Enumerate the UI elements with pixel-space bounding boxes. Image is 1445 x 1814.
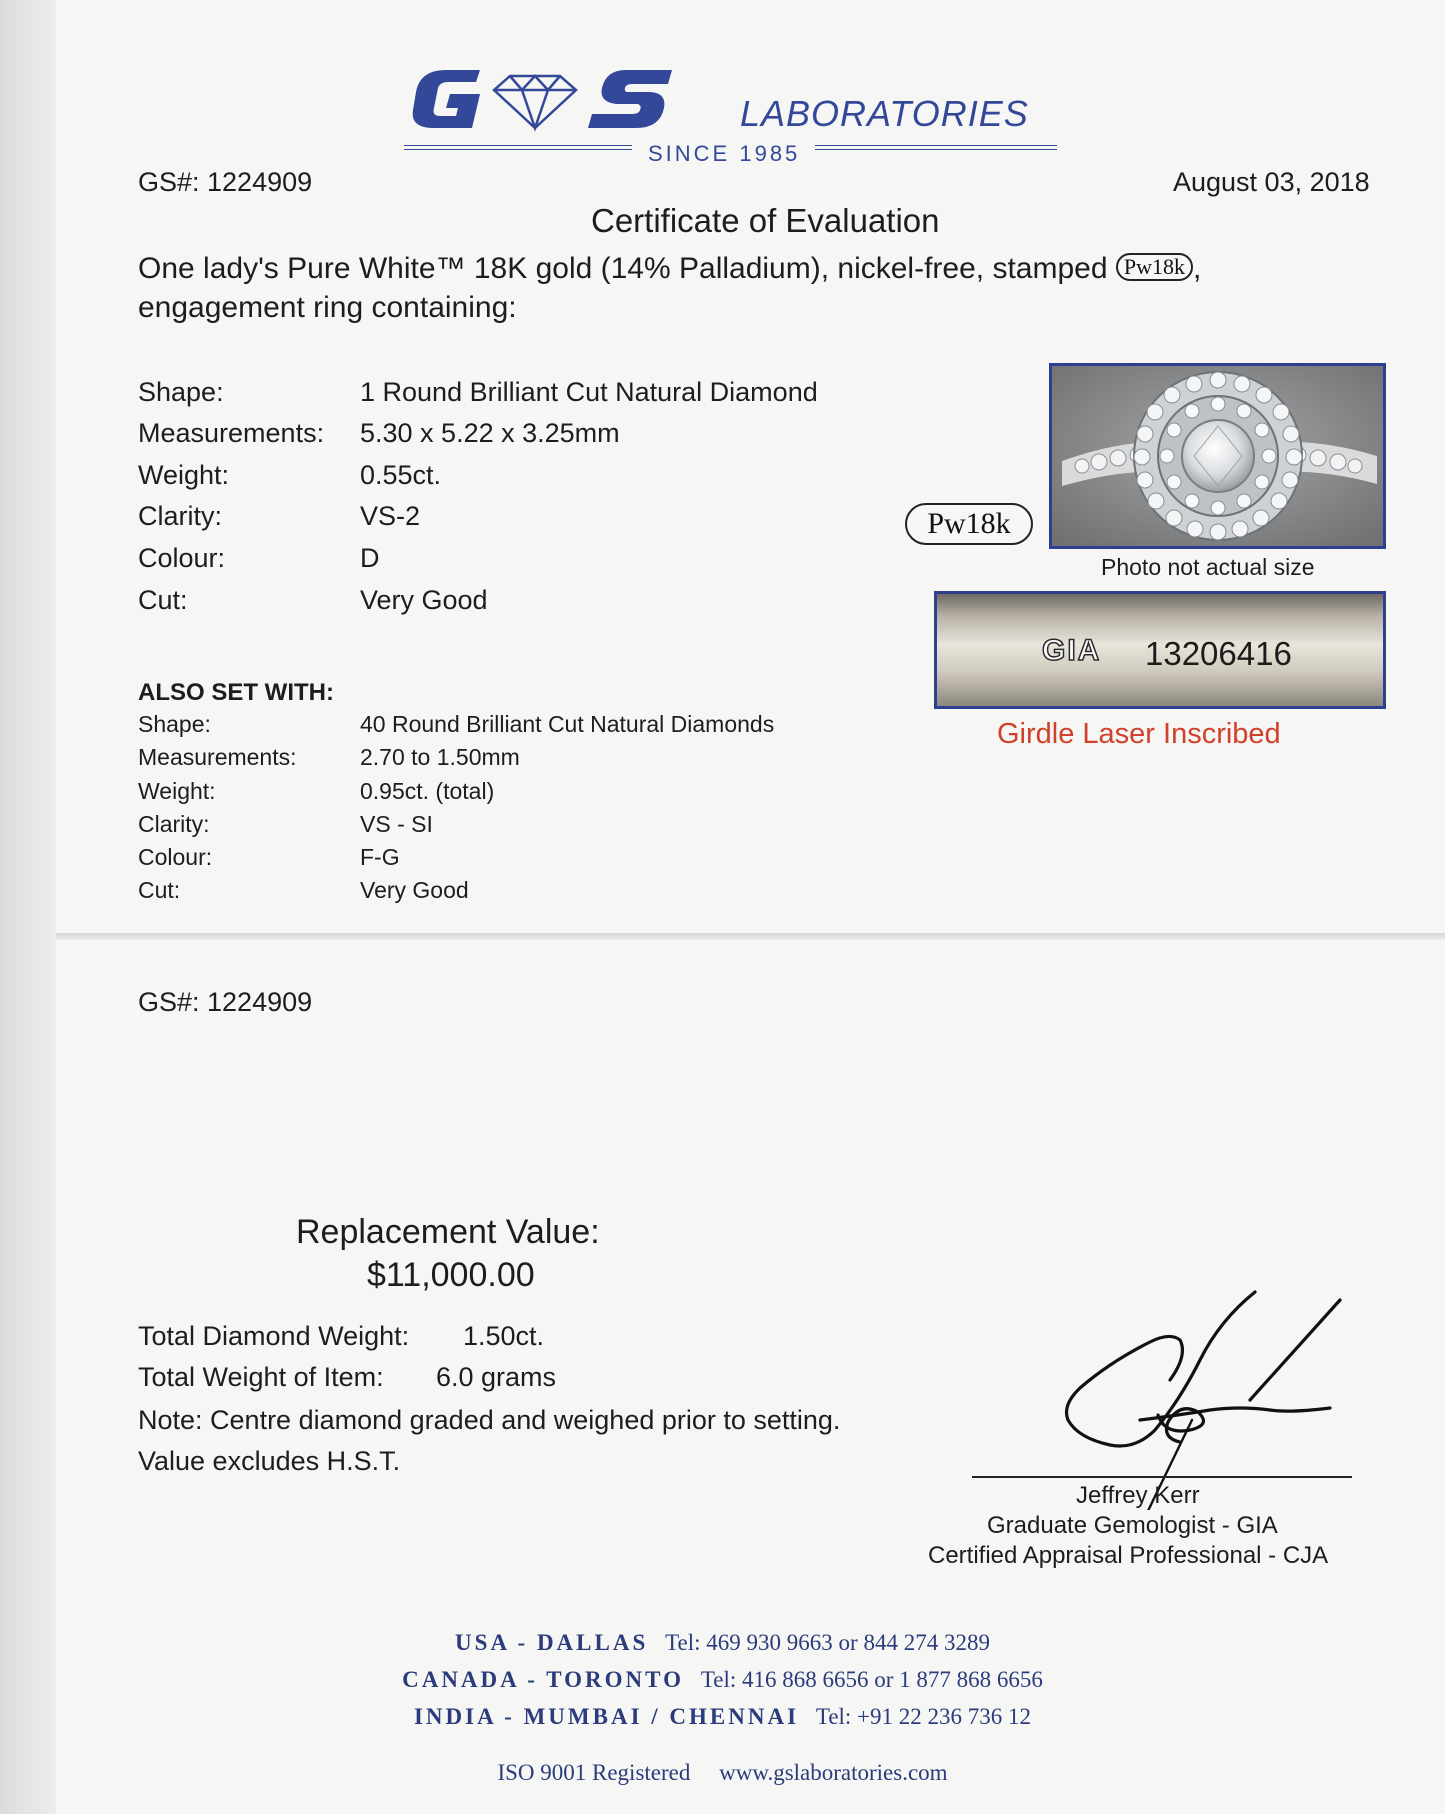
page-edge bbox=[0, 0, 56, 1814]
signatory-title-1: Graduate Gemologist - GIA bbox=[987, 1512, 1278, 1539]
spec-label: Measurements: bbox=[138, 418, 325, 448]
tax-note: Value excludes H.S.T. bbox=[138, 1446, 401, 1476]
also-set-heading: ALSO SET WITH: bbox=[138, 679, 334, 706]
spec-label: Measurements: bbox=[138, 744, 297, 770]
signature-line bbox=[972, 1476, 1352, 1478]
replacement-value: $11,000.00 bbox=[367, 1256, 535, 1294]
spec-label: Shape: bbox=[138, 711, 211, 737]
website-link[interactable]: www.gslaboratories.com bbox=[719, 1760, 948, 1785]
spec-value: 0.95ct. (total) bbox=[360, 778, 495, 804]
spec-value: 5.30 x 5.22 x 3.25mm bbox=[360, 418, 620, 448]
footer-iso-web bbox=[0, 1760, 1445, 1786]
spec-label: Colour: bbox=[138, 844, 213, 870]
since-year: SINCE 1985 bbox=[648, 141, 801, 166]
description-text: One lady's Pure White™ 18K gold (14% Palladium), nickel-free, stamped bbox=[138, 252, 1108, 285]
spec-label: Clarity: bbox=[138, 501, 223, 531]
contact-phone: Tel: 469 930 9663 or 844 274 3289 bbox=[665, 1630, 990, 1655]
signatory-name: Jeffrey Kerr bbox=[1076, 1482, 1200, 1509]
total-weight-label: Total Weight of Item: bbox=[138, 1362, 384, 1392]
spec-label: Weight: bbox=[138, 460, 230, 490]
gia-number: 13206416 bbox=[1145, 635, 1292, 672]
total-diamond-weight-label: Total Diamond Weight: bbox=[138, 1321, 410, 1351]
spec-value: F-G bbox=[360, 844, 400, 870]
gs-logo bbox=[410, 62, 740, 134]
inline-stamp: Pw18k bbox=[1116, 253, 1193, 281]
logo-rule-left bbox=[404, 145, 632, 150]
contact-city: INDIA - MUMBAI / CHENNAI bbox=[413, 1704, 800, 1729]
spec-value: VS-2 bbox=[360, 501, 421, 531]
spec-label: Colour: bbox=[138, 543, 226, 573]
grading-note: Note: Centre diamond graded and weighed prior to setting. bbox=[138, 1405, 841, 1435]
total-weight: 6.0 grams bbox=[436, 1362, 557, 1392]
ring-image bbox=[1052, 366, 1383, 546]
laser-caption: Girdle Laser Inscribed bbox=[997, 718, 1281, 750]
logo-rule-right bbox=[815, 145, 1057, 150]
laser-inscription-photo bbox=[934, 591, 1386, 709]
spec-label: Cut: bbox=[138, 585, 188, 615]
gia-logo: GIA bbox=[1042, 634, 1102, 667]
spec-label: Weight: bbox=[138, 778, 216, 804]
description-line2: engagement ring containing: bbox=[138, 291, 517, 324]
description-line1 bbox=[138, 252, 1201, 286]
contact-phone: Tel: 416 868 6656 or 1 877 868 6656 bbox=[700, 1667, 1043, 1692]
contact-usa bbox=[0, 1630, 1445, 1656]
spec-value: Very Good bbox=[360, 585, 488, 615]
spec-value: Very Good bbox=[360, 877, 469, 903]
photo-caption: Photo not actual size bbox=[1101, 554, 1315, 580]
total-diamond-weight: 1.50ct. bbox=[463, 1321, 545, 1351]
contact-city: USA - DALLAS bbox=[455, 1630, 649, 1655]
gs-number: GS#: 1224909 bbox=[138, 167, 313, 197]
description-comma: , bbox=[1192, 252, 1202, 285]
contact-canada bbox=[0, 1667, 1445, 1693]
page-title: Certificate of Evaluation bbox=[591, 202, 940, 239]
spec-value: 1 Round Brilliant Cut Natural Diamond bbox=[360, 377, 818, 407]
pw18k-stamp: Pw18k bbox=[905, 503, 1033, 545]
contact-phone: Tel: +91 22 236 736 12 bbox=[815, 1704, 1032, 1729]
certificate-date: August 03, 2018 bbox=[1173, 167, 1370, 197]
spec-value: VS - SI bbox=[360, 811, 433, 837]
ring-photo bbox=[1049, 363, 1386, 549]
spec-value: D bbox=[360, 543, 380, 573]
spec-value: 40 Round Brilliant Cut Natural Diamonds bbox=[360, 711, 775, 737]
gs-number-bottom: GS#: 1224909 bbox=[138, 987, 313, 1017]
iso-registration: ISO 9001 Registered bbox=[497, 1760, 691, 1785]
spec-label: Shape: bbox=[138, 377, 224, 407]
spec-value: 0.55ct. bbox=[360, 460, 442, 490]
spec-label: Clarity: bbox=[138, 811, 210, 837]
spec-value: 2.70 to 1.50mm bbox=[360, 744, 520, 770]
replacement-label: Replacement Value: bbox=[296, 1213, 600, 1251]
contact-india bbox=[0, 1704, 1445, 1730]
spec-label: Cut: bbox=[138, 877, 181, 903]
laboratories-wordmark: LABORATORIES bbox=[740, 93, 1029, 134]
signatory-title-2: Certified Appraisal Professional - CJA bbox=[928, 1542, 1329, 1569]
contact-city: CANADA - TORONTO bbox=[402, 1667, 684, 1692]
